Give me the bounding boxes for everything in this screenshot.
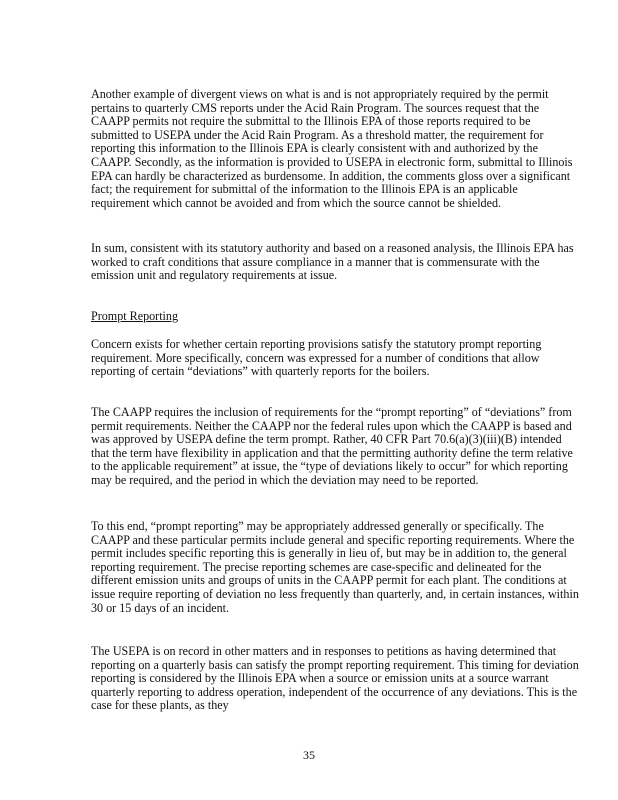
paragraph-caapp-requires: The CAAPP requires the inclusion of requirements for the “prompt reporting” of “deviations” from permit requirements. Neither the CAAPP nor the federal rules upon which the CAAPP is based and was approved by USEPA define the term prompt. Rather, 40 CFR Part 70.6(a)(3)(iii)(B) intended that the term have flexibility in application and that the permitting authority define the term relative to the applicable requirement” at issue, the “type of deviations likely to occur” for which reporting may be required, and the period in which the deviation may need to be reported.: [91, 405, 573, 487]
section-heading-prompt-reporting: Prompt Reporting: [91, 309, 179, 323]
paragraph-to-this-end: To this end, “prompt reporting” may be appropriately addressed generally or specifically. The CAAPP and these particular permits include general and specific reporting requirements. Where the permit includes specific reporting this is generally in lieu of, but may be in addition to, the general reporting requirement. The precise reporting schemes are case-specific and delineated for the different emission units and groups of units in the CAAPP permit for each plant. The conditions at issue require reporting of deviation no less frequently than quarterly, and, in certain instances, within 30 or 15 days of an incident.: [91, 519, 579, 615]
paragraph-in-sum: In sum, consistent with its statutory authority and based on a reasoned analysis, the Illinois EPA has worked to craft conditions that assure compliance in a manner that is commensurate with the emission unit and regulatory requirements at issue.: [91, 241, 574, 283]
paragraph-cms-reports: Another example of divergent views on what is and is not appropriately required by the permit pertains to quarterly CMS reports under the Acid Rain Program. The sources request that the CAAPP permits not require the submittal to the Illinois EPA of those reports required to be submitted to USEPA under the Acid Rain Program. As a threshold matter, the requirement for reporting this information to the Illinois EPA is clearly consistent with and authorized by the CAAPP. Secondly, as the information is provided to USEPA in electronic form, submittal to Illinois EPA can hardly be characterized as burdensome. In addition, the comments gloss over a significant fact; the requirement for submittal of the information to the Illinois EPA is an applicable requirement which cannot be avoided and from which the source cannot be shielded.: [91, 87, 573, 210]
page-number: 35: [303, 748, 315, 762]
paragraph-concern: Concern exists for whether certain reporting provisions satisfy the statutory prompt reporting requirement. More specifically, concern was expressed for a number of conditions that allow reporting of certain “deviations” with quarterly reports for the boilers.: [91, 337, 542, 379]
paragraph-usepa-record: The USEPA is on record in other matters and in responses to petitions as having determined that reporting on a quarterly basis can satisfy the prompt reporting requirement. This timing for deviation reporting is considered by the Illinois EPA when a source or emission units at a source warrant quarterly reporting to address operation, independent of the occurrence of any deviations. This is the case for these plants, as they: [91, 644, 579, 713]
